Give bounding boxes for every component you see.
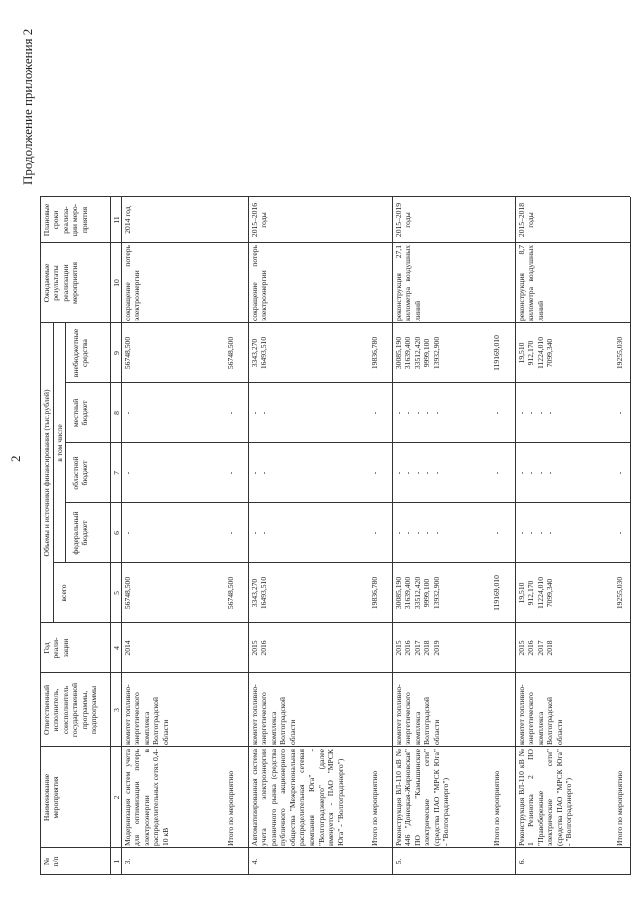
col-number-2: 2 bbox=[111, 795, 121, 800]
subtotal-local: - bbox=[225, 411, 235, 415]
row-executor: комитет топливно-энергетического комплекса Волгоградской области bbox=[393, 684, 441, 745]
page-number: 2 bbox=[8, 455, 23, 462]
row-number: 6. bbox=[516, 858, 526, 865]
subtotal-regional: - bbox=[491, 471, 501, 475]
row-executor: комитет топливно-энергетического комплекса Волгоградской области bbox=[122, 684, 170, 745]
row-terms: 2014 год bbox=[122, 206, 132, 234]
subtotal-federal: - bbox=[369, 531, 379, 535]
col-header-federal: федеральный бюджет bbox=[70, 511, 90, 555]
table-rule bbox=[65, 323, 66, 563]
row-extrabudget: 56748,500 bbox=[122, 336, 132, 370]
column-rule bbox=[40, 622, 630, 623]
row-years: 2014 bbox=[122, 640, 132, 656]
col-number-11: 11 bbox=[111, 216, 121, 224]
subtotal-local: - bbox=[491, 411, 501, 415]
row-name: Модернизация систем учета для оптимизации потерь электроэнергии в распределительных сетях 0,4-10 кВ bbox=[122, 749, 170, 846]
row-extrabudget: 30085,190 31639,400 33512,420 9999,100 13932,900 bbox=[393, 336, 441, 370]
column-rule bbox=[40, 874, 630, 875]
col-number-3: 3 bbox=[111, 708, 121, 712]
col-number-9: 9 bbox=[111, 351, 121, 355]
row-regional: - - - - bbox=[516, 471, 555, 475]
column-rule bbox=[65, 502, 630, 503]
column-rule bbox=[65, 382, 630, 383]
row-results: сокращение потерь электроэнергии bbox=[249, 245, 269, 321]
col-header-including: в том числе bbox=[54, 424, 64, 462]
column-rule bbox=[40, 196, 630, 197]
col-number-7: 7 bbox=[111, 471, 121, 475]
row-regional: - - bbox=[249, 471, 269, 475]
row-terms: 2015–2019 годы bbox=[393, 202, 413, 238]
subtotal-total: 19836,780 bbox=[369, 576, 379, 610]
row-terms: 2015–2018 годы bbox=[516, 202, 536, 238]
subtotal-total: 119169,010 bbox=[491, 575, 501, 611]
row-local: - - bbox=[249, 411, 269, 415]
col-number-6: 6 bbox=[111, 531, 121, 535]
row-federal: - - bbox=[249, 531, 269, 535]
subtotal-label: Итого по мероприятию bbox=[614, 770, 624, 846]
row-results: сокращение потерь электроэнергии bbox=[122, 245, 142, 321]
col-header-regional: областной бюджет bbox=[70, 456, 90, 490]
row-extrabudget: 3343,270 16493,510 bbox=[249, 336, 269, 370]
subtotal-regional: - bbox=[369, 471, 379, 475]
col-header-extrabudget: внебюджетные средства bbox=[70, 328, 90, 378]
col-header-executor: Ответственный исполнитель, соисполнитель государственной программы, подпрограммы bbox=[41, 682, 99, 738]
subtotal-local: - bbox=[614, 411, 624, 415]
column-rule bbox=[53, 562, 630, 563]
col-header-results: Ожидаемые результаты реализации мероприятия bbox=[41, 261, 80, 305]
col-number-8: 8 bbox=[111, 411, 121, 415]
col-header-total: всего bbox=[58, 584, 68, 602]
subtotal-label: Итого по мероприятию bbox=[225, 770, 235, 846]
subtotal-local: - bbox=[369, 411, 379, 415]
row-rule bbox=[630, 197, 631, 875]
row-extrabudget: 19,510 912,170 11224,010 7099,340 bbox=[516, 337, 555, 369]
row-regional: - - - - - bbox=[393, 471, 441, 475]
row-name: Реконструкция ВЛ-110 кВ № 446 "Донецкая-Жирновская" ПО "Камышинские электрические сети" (средства ПАО "МРСК Юга" - "Волгоградэнерго") bbox=[393, 749, 451, 846]
col-header-year: Год реали- зации bbox=[41, 637, 70, 659]
row-years: 2015 2016 2017 2018 2019 bbox=[393, 640, 441, 656]
row-years: 2015 2016 2017 2018 bbox=[516, 640, 555, 656]
subtotal-total: 19255,030 bbox=[614, 576, 624, 610]
row-executor: комитет топливно-энергетического комплекса Волгоградской области bbox=[249, 684, 297, 745]
col-header-funding: Объемы и источники финансирования (тыс.рублей) bbox=[41, 389, 51, 557]
row-years: 2015 2016 bbox=[249, 640, 269, 656]
subtotal-extrabudget: 19255,030 bbox=[614, 336, 624, 370]
column-rule bbox=[40, 746, 630, 747]
subtotal-label: Итого по мероприятию bbox=[369, 770, 379, 846]
row-number: 3. bbox=[122, 858, 132, 865]
row-results: реконструкция 8,7 километра воздушных линий bbox=[516, 245, 545, 321]
column-rule bbox=[40, 322, 630, 323]
continuation-title: Продолжение приложения 2 bbox=[20, 28, 35, 185]
row-number: 5. bbox=[393, 858, 403, 865]
subtotal-federal: - bbox=[225, 531, 235, 535]
col-number-5: 5 bbox=[111, 591, 121, 595]
subtotal-extrabudget: 56748,500 bbox=[225, 336, 235, 370]
col-number-10: 10 bbox=[111, 279, 121, 287]
col-number-4: 4 bbox=[111, 646, 121, 650]
row-federal: - - - - bbox=[516, 531, 555, 535]
subtotal-total: 56748,500 bbox=[225, 576, 235, 610]
subtotal-regional: - bbox=[225, 471, 235, 475]
row-results: реконструкция 27,1 километра воздушных линий bbox=[393, 245, 422, 321]
col-number-1: 1 bbox=[111, 859, 121, 864]
subtotal-regional: - bbox=[614, 471, 624, 475]
column-rule bbox=[40, 672, 630, 673]
col-header-local: местный бюджет bbox=[70, 398, 90, 428]
row-total: 56748,500 bbox=[122, 576, 132, 610]
row-local: - bbox=[122, 411, 132, 415]
col-header-name: Наименование мероприятия bbox=[41, 773, 61, 822]
row-name: Реконструкция ВЛ-110 кВ № 1 Резинотка 2 ПО "Правобережные электрические сети" (средства ПАО "МРСК Юга" - "Волгоградэнерго") bbox=[516, 749, 574, 846]
row-total: 3343,270 16493,510 bbox=[249, 576, 269, 610]
row-local: - - - - bbox=[516, 411, 555, 415]
row-number: 4. bbox=[249, 858, 259, 865]
col-header-n: № п/п bbox=[41, 856, 61, 867]
row-federal: - - - - - bbox=[393, 531, 441, 535]
subtotal-federal: - bbox=[491, 531, 501, 535]
row-total: 30085,190 31639,400 33512,420 9999,100 13932,900 bbox=[393, 576, 441, 610]
column-rule bbox=[65, 442, 630, 443]
row-name: Автоматизированная система учета электроэнергии розничного рынка (средства публичного акционерного общества "Межрегиональная распределительная сетевая компания Юга" - "Волгоградэнерго" (далее именуется - ПАО "МРСК Юга" - "Волгоградэнерго") bbox=[249, 749, 345, 846]
subtotal-extrabudget: 19836,780 bbox=[369, 336, 379, 370]
subtotal-extrabudget: 119169,010 bbox=[491, 335, 501, 371]
row-federal: - bbox=[122, 531, 132, 535]
subtotal-label: Итого по мероприятию bbox=[491, 770, 501, 846]
subtotal-federal: - bbox=[614, 531, 624, 535]
col-header-terms: Плановые сроки реализа- ции меро- приятия bbox=[41, 203, 89, 237]
row-executor: комитет топливно-энергетического комплекса Волгоградской области bbox=[516, 684, 564, 745]
row-local: - - - - - bbox=[393, 411, 441, 415]
row-regional: - bbox=[122, 471, 132, 475]
column-rule bbox=[40, 242, 630, 243]
row-terms: 2015–2016 годы bbox=[249, 202, 269, 238]
column-rule bbox=[40, 847, 630, 848]
row-total: 19,510 912,170 11224,010 7099,340 bbox=[516, 577, 555, 609]
